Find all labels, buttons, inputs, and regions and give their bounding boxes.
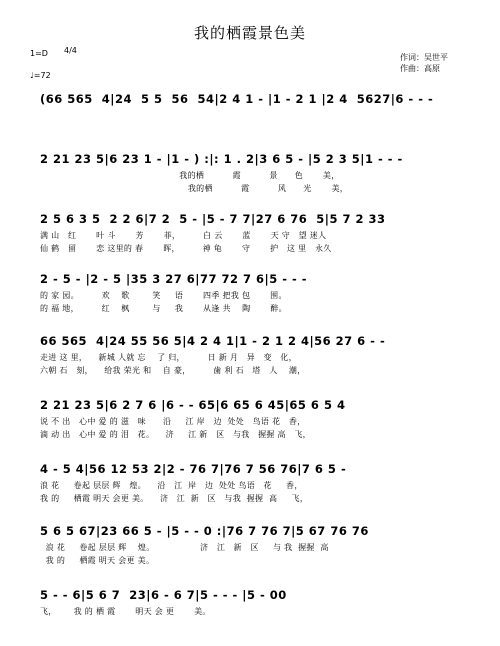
notation-line: 4 - 5 4|56 12 53 2|2 - 76 7|76 7 56 76|7 6 5 - (40, 462, 347, 476)
lyric-line: 我 的 栖霞 明天 会更 美。 济 江 新 区 与我 握握 高 飞， (40, 494, 309, 503)
lyric-line: 浪 花 卷起 层层 辉 煌。 济 江 新 区 与 我 握握 高 (40, 543, 329, 552)
credits (400, 52, 448, 74)
notation-line: 2 5 6 3 5 2 2 6|7 2 5 - |5 - 7 7|27 6 76 5|5 7 2 33 (40, 212, 386, 226)
lyric-line: 说 不 出 心中 爱 的 滋 味 沿 江 岸 边 处处 鸟语 花 香， (40, 417, 306, 426)
lyric-line: 满 山 红 叶 斗 芳 菲， 白 云 蓝 天 守 望 迷人 (40, 231, 327, 240)
notation-line: 2 21 23 5|6 23 1 - |1 - ) :|: 1 . 2|3 6 5 - |5 2 3 5|1 - - - (40, 152, 403, 166)
key-signature (30, 48, 77, 56)
notation-line: 2 21 23 5|6 2 7 6 |6 - - 65|6 65 6 45|65 6 5 4 (40, 398, 346, 412)
lyric-line: 我 的 栖霞 明天 会更 美。 (40, 556, 155, 565)
lyric-line: 仙 鹤 留 恋 这里的 春 晖， 神 龟 守 护 这 里 永久 (40, 244, 332, 253)
notation-line: 5 - - 6|5 6 7 23|6 - 6 7|5 - - - |5 - 00 (40, 588, 287, 602)
lyricist-credit: 作词：吴世平 (400, 53, 448, 62)
notation-line: (66 565 4|24 5 5 56 54|2 4 1 - |1 - 2 1 |2 4 5627|6 - - - (40, 92, 434, 106)
lyric-line: 我的栖 霞 景 色 美， (40, 171, 340, 180)
lyric-line: 的 福 地， 红 枫 与 我 从逢 共 陶 醉。 (40, 304, 287, 313)
lyric-line: 浪 花 卷起 层层 辉 煌。 沿 江 岸 边 处处 鸟语 花 香， (40, 481, 303, 490)
notation-line: 2 - 5 - |2 - 5 |35 3 27 6|77 72 7 6|5 - - - (40, 272, 308, 286)
composer-credit: 作曲：高原 (400, 64, 440, 73)
key-label: 1=D (30, 49, 48, 58)
lyric-line: 我的栖 霞 风 光 美， (40, 184, 349, 193)
lyric-line: 滴 动 出 心中 爱 的 泪 花。 济 江 新 区 与我 握握 高 飞， (40, 430, 311, 439)
lyric-line: 六朝 石 刻， 给我 荣光 和 自 豪， 歯 利 石 塔 人 潮， (40, 366, 306, 375)
time-signature: 4/4 (64, 46, 77, 55)
notation-line: 5 6 5 67|23 66 5 - |5 - - 0 :|76 7 76 7|5 67 76 76 (40, 524, 369, 538)
song-title: 我的栖霞景色美 (193, 24, 306, 42)
lyric-line: 走进 这 里， 新城 人就 忘 了 归， 日 新 月 异 变 化， (40, 353, 297, 362)
tempo-marking: ♩=72 (30, 71, 51, 80)
lyric-line: 飞， 我 的 栖 霞 明天 会 更 美。 (40, 607, 211, 616)
lyric-line: 的 家 园。 欢 歌 笑 语 四季 把我 包 围。 (40, 291, 287, 300)
notation-line: 66 565 4|24 55 56 5|4 2 4 1|1 - 2 1 2 4|56 27 6 - - (40, 334, 386, 348)
